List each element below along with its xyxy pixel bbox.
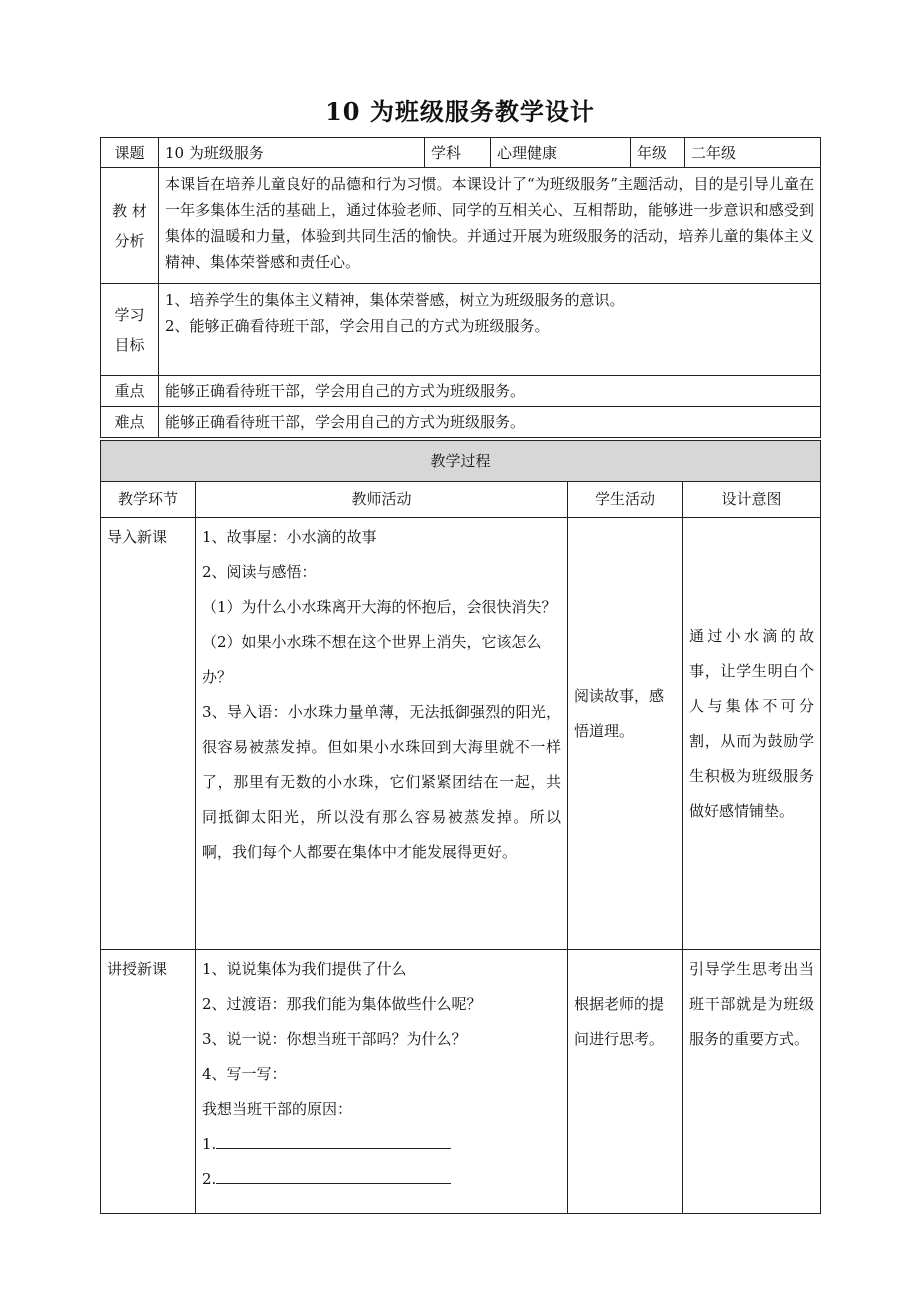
goals-label-line2: 目标 [114,335,145,354]
teacher-line: （1）为什么小水珠离开大海的怀抱后，会很快消失？ [202,598,557,616]
analysis-label-line2: 分析 [114,231,145,250]
document-title: 10 为班级服务教学设计 [325,97,595,126]
student-activity-new-lesson: 根据老师的提问进行思考。 [568,950,683,1214]
blank-number: 2. [202,1170,217,1188]
teacher-line: 1、故事屋：小水滴的故事 [202,528,377,546]
teacher-line: 1、说说集体为我们提供了什么 [202,960,407,978]
header-intent: 设计意图 [683,482,821,518]
process-header-row [101,482,821,518]
key-point-row [101,376,821,407]
blank-line [202,1162,561,1197]
process-band-row [101,441,821,482]
teacher-line: 2、阅读与感悟： [202,563,317,581]
teacher-line: 3、导入语：小水珠力量单薄，无法抵御强烈的阳光，很容易被蒸发掉。但如果小水珠回到大海里就不一样了，那里有无数的小水珠，它们紧紧团结在一起，共同抵御太阳光，所以没有那么容易被蒸发掉。所以啊，我们每个人都要在集体中才能发展得更好。 [202,703,561,861]
analysis-label-line1: 教 材 [112,201,147,220]
goals-row [101,284,821,376]
goals-label [101,284,159,376]
blank-line [202,1127,561,1162]
header-teacher: 教师活动 [196,482,568,518]
lesson-info-table [100,137,821,438]
table-row [101,518,821,950]
design-intent-intro: 通过小水滴的故事，让学生明白个人与集体不可分割，从而为鼓励学生积极为班级服务做好感情铺垫。 [683,518,821,950]
blank-number: 1. [202,1135,217,1153]
analysis-text: 本课旨在培养儿童良好的品德和行为习惯。本课设计了“为班级服务”主题活动，目的是引导儿童在一年多集体生活的基础上，通过体验老师、同学的互相关心、互相帮助，能够进一步意识和感受到集体的温暖和力量，体验到共同生活的愉快。并通过开展为班级服务的活动，培养儿童的集体主义精神、集体荣誉感和责任心。 [159,168,821,284]
stage-intro: 导入新课 [101,518,196,950]
blank-underline [216,1130,451,1149]
table-row [101,950,821,1214]
grade-value: 二年级 [685,138,821,168]
difficulty-text: 能够正确看待班干部，学会用自己的方式为班级服务。 [159,407,821,438]
header-stage: 教学环节 [101,482,196,518]
key-point-text: 能够正确看待班干部，学会用自己的方式为班级服务。 [159,376,821,407]
goals-label-line1: 学习 [114,305,145,324]
key-point-label: 重点 [101,376,159,407]
blank-underline [216,1165,451,1184]
teacher-line: 我想当班干部的原因： [202,1100,353,1118]
subject-value: 心理健康 [491,138,631,168]
course-label: 课题 [101,138,159,168]
goals-content [159,284,821,376]
teacher-line: 2、过渡语：那我们能为集体做些什么呢？ [202,995,482,1013]
course-row [101,138,821,168]
teacher-line: 4、写一写： [202,1065,287,1083]
analysis-row [101,168,821,284]
process-title: 教学过程 [101,441,821,482]
teacher-line: （2）如果小水珠不想在这个世界上消失，它该怎么办？ [202,633,542,686]
teacher-activity-new-lesson [196,950,568,1214]
teaching-process-table [100,440,821,1214]
teacher-line: 3、说一说：你想当班干部吗？为什么？ [202,1030,467,1048]
stage-new-lesson: 讲授新课 [101,950,196,1214]
goal-item: 2、能够正确看待班干部，学会用自己的方式为班级服务。 [165,317,550,335]
header-student: 学生活动 [568,482,683,518]
subject-label: 学科 [425,138,491,168]
analysis-label [101,168,159,284]
grade-label: 年级 [631,138,685,168]
student-activity-intro: 阅读故事，感悟道理。 [568,518,683,950]
design-intent-new-lesson: 引导学生思考出当班干部就是为班级服务的重要方式。 [683,950,821,1214]
goal-item: 1、培养学生的集体主义精神，集体荣誉感，树立为班级服务的意识。 [165,291,625,309]
difficulty-row [101,407,821,438]
course-value: 10 为班级服务 [159,138,425,168]
difficulty-label: 难点 [101,407,159,438]
teacher-activity-intro [196,518,568,950]
